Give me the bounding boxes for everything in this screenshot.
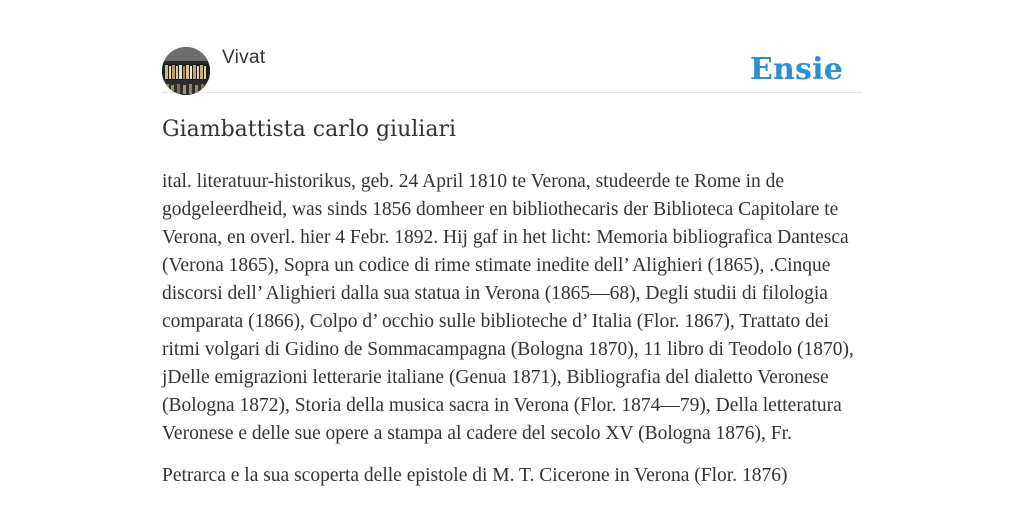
article-paragraph: Petrarca e la sua scoperta delle epistole di M. T. Cicerone in Verona (Flor. 1876) <box>162 465 788 486</box>
site-header <box>162 46 862 93</box>
brand-logo[interactable]: Ensie <box>749 52 843 87</box>
bookshelf-avatar-icon[interactable] <box>162 47 210 95</box>
bookshelf-image <box>162 47 210 95</box>
article-paragraph: ital. literatuur-historikus, geb. 24 April 1810 te Verona, studeerde te Rome in de godgeleerdheid, was sinds 1856 domheer en bibliothecaris der Biblioteca Capitolare te Verona, en overl. hier 4 Febr. 1892. Hij gaf in het licht: Memoria bibliografica Dantesca (Verona 1865), Sopra un codice di rime stimate inedite dell’ Alighieri (1865), .Cinque discorsi dell’ Alighieri dalla sua statua in Verona (1865—68), Degli studii di filologia comparata (1866), Colpo d’ occhio sulle biblioteche d’ Italia (Flor. 1867), Trattato dei ritmi volgari di Gidino de Sommacampagna (Bologna 1870), 11 libro di Teodolo (1870), jDelle emigrazioni letterarie italiane (Genua 1871), Bibliografia del dialetto Veronese (Bologna 1872), Storia della musica sacra in Verona (Flor. 1874—79), Della letteratura Veronese e delle sue opere a stampa al cadere del secolo XV (Bologna 1876), Fr. <box>162 171 854 444</box>
article-title: Giambattista carlo giuliari <box>162 117 457 142</box>
site-name[interactable]: Vivat <box>222 47 266 68</box>
article-body <box>162 168 862 504</box>
